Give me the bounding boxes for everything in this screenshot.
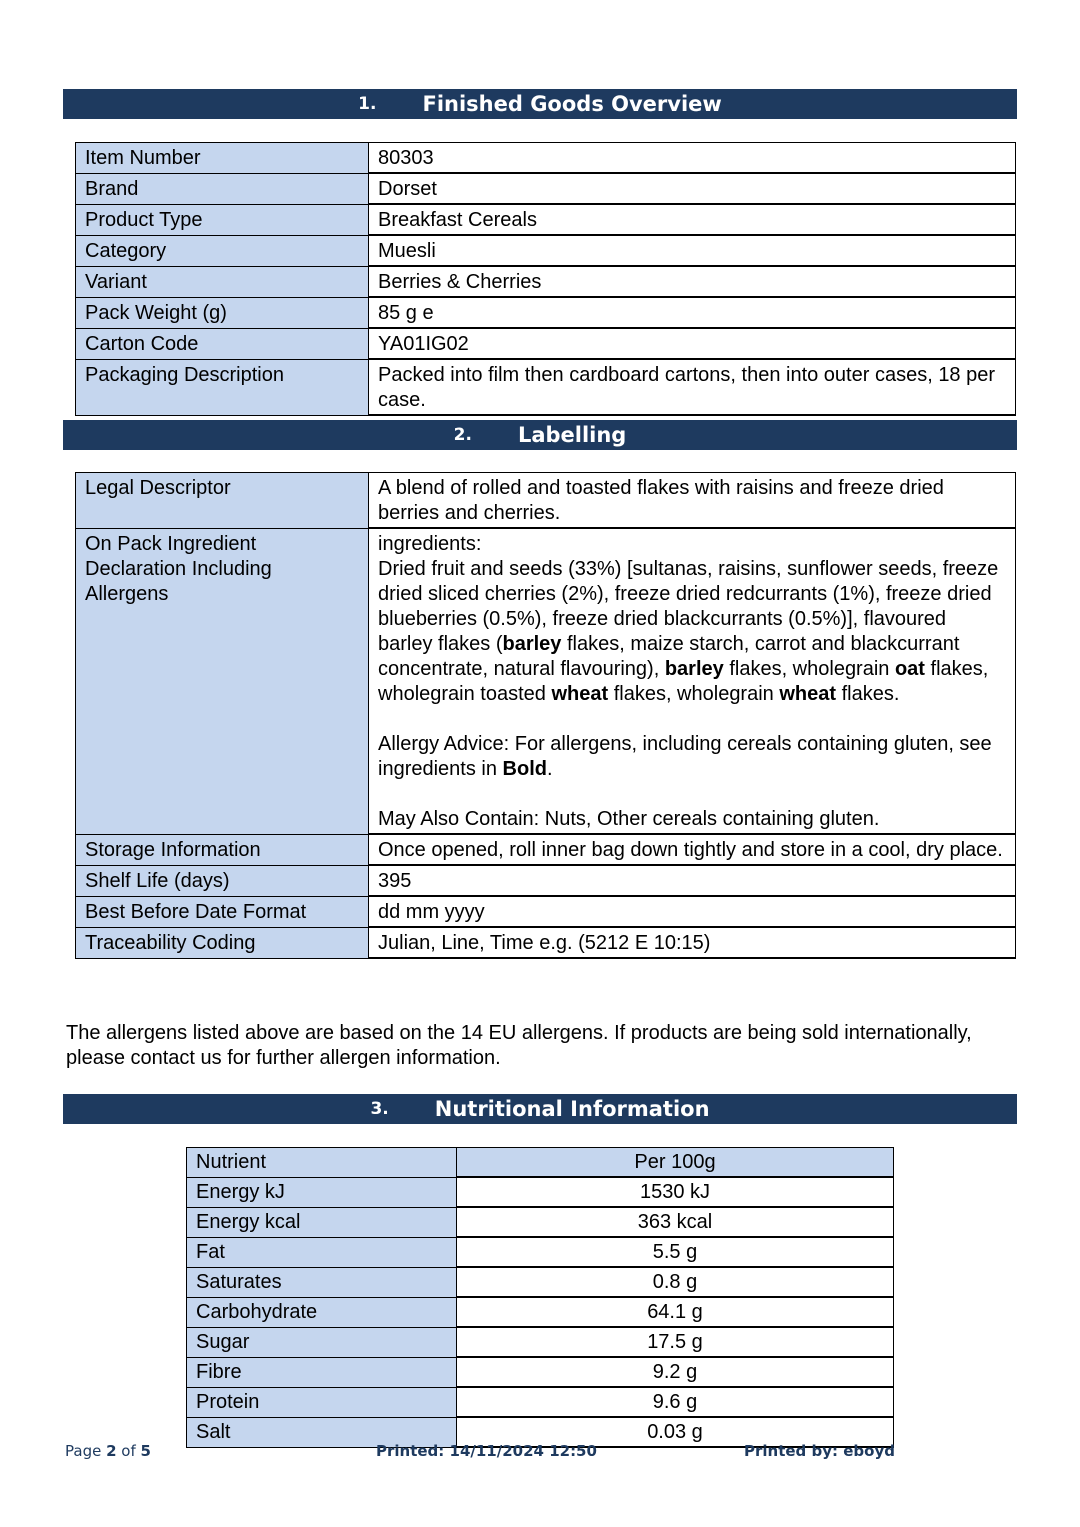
table-row <box>76 359 1016 415</box>
row-label: Storage Information <box>76 834 369 865</box>
section-number: 3. <box>370 1099 389 1119</box>
table-row <box>76 927 1016 958</box>
nutrient-value: 1530 kJ <box>457 1177 894 1207</box>
nutrient-value: 5.5 g <box>457 1237 894 1267</box>
nutrient-value: 363 kcal <box>457 1207 894 1237</box>
ingredients-text: flakes, wholegrain <box>723 658 895 680</box>
section-title: Nutritional Information <box>434 1097 710 1121</box>
nutrient-name: Energy kJ <box>187 1177 457 1207</box>
row-label: Shelf Life (days) <box>76 865 369 896</box>
allergen-bold: barley <box>664 658 724 680</box>
section-title: Labelling <box>517 423 627 447</box>
section-header-labelling <box>63 420 1017 450</box>
page-of: of <box>116 1442 141 1460</box>
allergen-bold: wheat <box>551 683 609 705</box>
nutrient-name: Fibre <box>187 1357 457 1387</box>
nutrient-name: Salt <box>187 1417 457 1447</box>
nutrient-name: Sugar <box>187 1327 457 1357</box>
row-value: Berries & Cherries <box>369 266 1016 297</box>
row-value: Muesli <box>369 235 1016 266</box>
printed-by: Printed by: eboyd <box>744 1442 895 1460</box>
section-number: 1. <box>358 94 377 114</box>
finished-goods-table <box>75 142 1016 416</box>
row-label: Item Number <box>76 143 369 174</box>
row-value: 395 <box>369 865 1016 896</box>
allergen-bold: wheat <box>779 683 837 705</box>
allergen-bold: barley <box>502 633 562 655</box>
section-title: Finished Goods Overview <box>422 92 722 116</box>
section-number: 2. <box>453 425 472 445</box>
row-value: Packed into film then cardboard cartons, then into outer cases, 18 per case. <box>369 359 1016 415</box>
nutrient-value: 0.8 g <box>457 1267 894 1297</box>
nutrient-value: 9.2 g <box>457 1357 894 1387</box>
may-contain: May Also Contain: Nuts, Other cereals containing gluten. <box>378 808 880 830</box>
page-total: 5 <box>140 1442 151 1460</box>
row-label: Product Type <box>76 204 369 235</box>
table-row <box>76 235 1016 266</box>
row-label: Carton Code <box>76 328 369 359</box>
table-row <box>187 1357 894 1387</box>
page-current: 2 <box>106 1442 117 1460</box>
row-label: Packaging Description <box>76 359 369 415</box>
table-row <box>76 204 1016 235</box>
allergen-bold: oat <box>894 658 925 680</box>
nutrient-name: Fat <box>187 1237 457 1267</box>
table-row <box>76 143 1016 174</box>
row-label: Variant <box>76 266 369 297</box>
row-value: A blend of rolled and toasted flakes with raisins and freeze dried berries and cherries. <box>369 473 1016 529</box>
row-value: dd mm yyyy <box>369 896 1016 927</box>
nutrient-name: Protein <box>187 1387 457 1417</box>
nutrition-table <box>186 1147 894 1448</box>
allergy-bold: Bold <box>502 758 547 780</box>
row-label: Pack Weight (g) <box>76 297 369 328</box>
row-value: 80303 <box>369 143 1016 174</box>
table-row <box>187 1177 894 1207</box>
row-value: 85 g e <box>369 297 1016 328</box>
nutrient-value: 64.1 g <box>457 1297 894 1327</box>
nutrient-name: Energy kcal <box>187 1207 457 1237</box>
table-row <box>187 1387 894 1417</box>
table-row <box>187 1207 894 1237</box>
column-header: Nutrient <box>187 1148 457 1178</box>
nutrient-name: Saturates <box>187 1267 457 1297</box>
labelling-table <box>75 472 1016 959</box>
section-header-finished-goods <box>63 89 1017 119</box>
table-row <box>187 1327 894 1357</box>
row-label: Best Before Date Format <box>76 896 369 927</box>
table-row <box>187 1297 894 1327</box>
row-label: Category <box>76 235 369 266</box>
ingredients-text: Dried fruit and seeds (33%) [sultanas, raisins, sunflower seeds, freeze dried sliced cherries (2%), freeze dried redcurrants (1%), freeze dried blueberries (0.5%), freeze dried blackcurrants (0.5%)], flavoured barley flakes ( <box>378 558 999 655</box>
row-value: Once opened, roll inner bag down tightly and store in a cool, dry place. <box>369 834 1016 865</box>
ingredients-text: flakes, maize starch, carrot and blackcurrant concentrate, natural flavouring), <box>378 633 960 680</box>
ingredients-text: flakes, wholegrain toasted <box>378 658 989 705</box>
allergy-advice: Allergy Advice: For allergens, including cereals containing gluten, see ingredients in <box>378 733 992 780</box>
table-header-row <box>187 1148 894 1178</box>
row-value: Breakfast Cereals <box>369 204 1016 235</box>
table-row <box>187 1237 894 1267</box>
printed-date: Printed: 14/11/2024 12:50 <box>376 1442 597 1460</box>
allergen-note: The allergens listed above are based on the 14 EU allergens. If products are being sold internationally, please contact us for further allergen information. <box>66 1022 972 1069</box>
page-number <box>65 1442 151 1460</box>
nutrient-value: 0.03 g <box>457 1417 894 1447</box>
section-header-nutrition <box>63 1094 1017 1124</box>
table-row <box>76 865 1016 896</box>
page-prefix: Page <box>65 1442 107 1460</box>
column-header: Per 100g <box>457 1148 894 1178</box>
nutrient-value: 17.5 g <box>457 1327 894 1357</box>
row-value: Julian, Line, Time e.g. (5212 E 10:15) <box>369 927 1016 958</box>
table-row <box>76 528 1016 834</box>
table-row <box>76 473 1016 529</box>
table-row <box>76 297 1016 328</box>
table-row <box>187 1267 894 1297</box>
row-value: YA01IG02 <box>369 328 1016 359</box>
row-label: Brand <box>76 173 369 204</box>
table-row <box>76 173 1016 204</box>
row-value: Dorset <box>369 173 1016 204</box>
row-label: On Pack Ingredient Declaration Including Allergens <box>76 528 369 834</box>
ingredients-heading: ingredients: <box>378 533 482 555</box>
ingredients-text: flakes. <box>836 683 900 705</box>
row-label: Traceability Coding <box>76 927 369 958</box>
table-row <box>76 328 1016 359</box>
table-row <box>76 896 1016 927</box>
ingredient-declaration <box>369 528 1016 834</box>
nutrient-value: 9.6 g <box>457 1387 894 1417</box>
table-row <box>76 834 1016 865</box>
allergy-suffix: . <box>546 758 553 780</box>
nutrient-name: Carbohydrate <box>187 1297 457 1327</box>
table-row <box>76 266 1016 297</box>
row-label: Legal Descriptor <box>76 473 369 529</box>
ingredients-text: flakes, wholegrain <box>608 683 780 705</box>
